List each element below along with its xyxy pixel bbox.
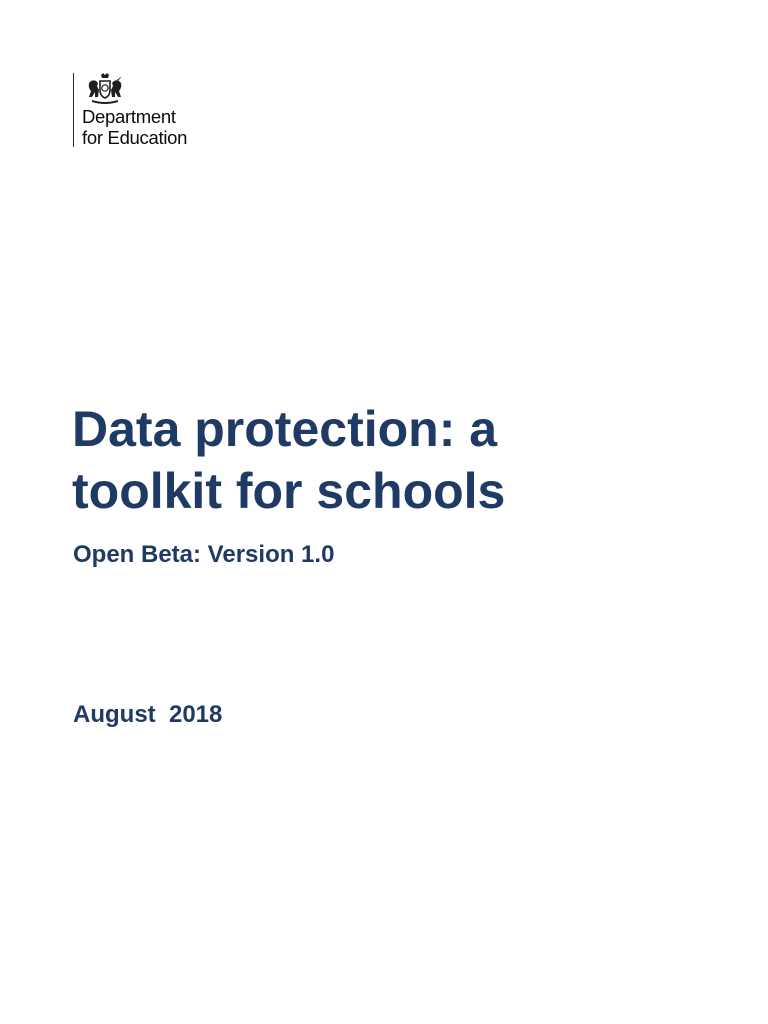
royal-coat-of-arms-icon (86, 73, 124, 105)
document-subtitle: Open Beta: Version 1.0 (73, 541, 335, 568)
dfe-logo (73, 73, 187, 147)
publication-date: August 2018 (73, 701, 223, 728)
document-title (72, 398, 505, 522)
document-title-line2: toolkit for schools (72, 463, 506, 519)
document-title-line1: Data protection: a (72, 401, 498, 457)
department-name-line1: Department (82, 106, 176, 127)
department-name-line2: for Education (82, 127, 188, 148)
department-name (82, 106, 187, 148)
